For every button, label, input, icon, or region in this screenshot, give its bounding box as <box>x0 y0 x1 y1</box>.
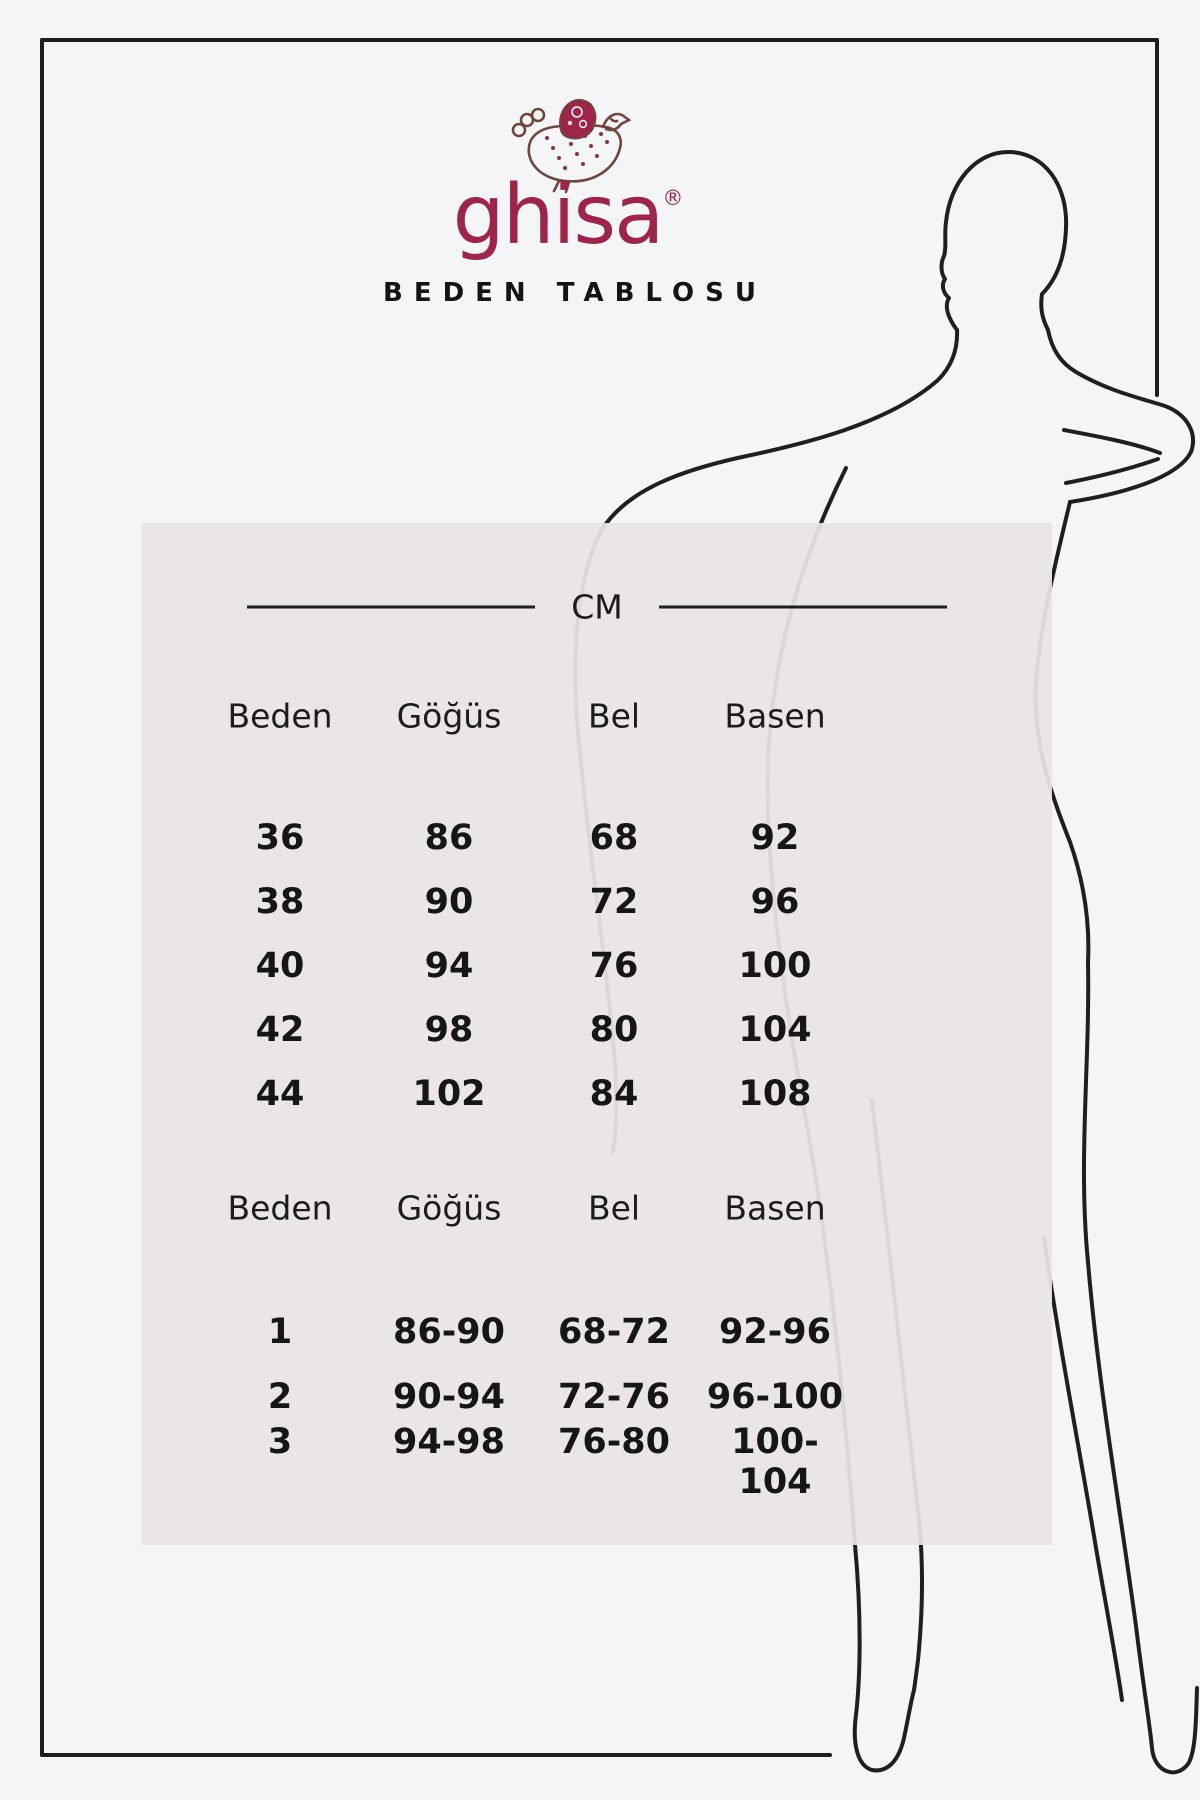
table-row <box>195 946 855 986</box>
column-header-beden: Beden <box>227 696 333 736</box>
table-header-row <box>195 1189 855 1228</box>
cell-bel: 84 <box>589 1074 639 1114</box>
column-header-bel: Bel <box>587 696 641 736</box>
table-header-row <box>195 697 855 736</box>
cell-gogus: 94 <box>424 946 474 986</box>
unit-label: CM <box>571 587 623 627</box>
cell-basen: 92-96 <box>719 1312 831 1352</box>
unit-divider-right <box>659 606 947 609</box>
cell-beden: 38 <box>255 882 305 922</box>
cell-basen: 96 <box>750 882 800 922</box>
cell-bel: 80 <box>589 1010 639 1050</box>
cell-bel: 76 <box>589 946 639 986</box>
cell-beden: 44 <box>255 1074 305 1114</box>
unit-header <box>142 588 1052 627</box>
table-row <box>195 882 855 922</box>
cell-gogus: 86-90 <box>393 1312 505 1352</box>
column-header-basen: Basen <box>724 1188 826 1228</box>
cell-beden: 40 <box>255 946 305 986</box>
cell-basen: 108 <box>738 1074 812 1114</box>
cell-basen: 100-104 <box>731 1422 819 1502</box>
table-row <box>195 1074 855 1114</box>
registered-trademark-symbol: ® <box>662 186 684 210</box>
column-header-gogus: Göğüs <box>396 1188 502 1228</box>
size-chart-panel <box>142 523 1052 1545</box>
cell-beden: 2 <box>267 1377 293 1417</box>
frame-border-top <box>40 38 1159 42</box>
cell-basen: 96-100 <box>706 1377 844 1417</box>
cell-bel: 68 <box>589 818 639 858</box>
column-header-basen: Basen <box>724 696 826 736</box>
cell-beden: 36 <box>255 818 305 858</box>
brand-logotype <box>0 168 1136 263</box>
column-header-beden: Beden <box>227 1188 333 1228</box>
column-header-bel: Bel <box>587 1188 641 1228</box>
frame-border-right <box>1155 38 1159 397</box>
table-row <box>195 1422 855 1502</box>
table-row <box>195 818 855 858</box>
page-title: BEDEN TABLOSU <box>383 278 767 308</box>
cell-gogus: 90 <box>424 882 474 922</box>
cell-gogus: 98 <box>424 1010 474 1050</box>
cell-bel: 72 <box>589 882 639 922</box>
cell-beden: 3 <box>267 1422 293 1462</box>
cell-bel: 76-80 <box>558 1422 670 1462</box>
frame-border-bottom <box>40 1753 832 1757</box>
cell-gogus: 86 <box>424 818 474 858</box>
cell-gogus: 90-94 <box>393 1377 505 1417</box>
cell-basen: 92 <box>750 818 800 858</box>
table-row <box>195 1010 855 1050</box>
cell-gogus: 102 <box>412 1074 486 1114</box>
cell-basen: 104 <box>738 1010 812 1050</box>
cell-beden: 42 <box>255 1010 305 1050</box>
cell-gogus: 94-98 <box>393 1422 505 1462</box>
unit-divider-left <box>247 606 535 609</box>
cell-bel: 68-72 <box>558 1312 670 1352</box>
cell-bel: 72-76 <box>558 1377 670 1417</box>
cell-beden: 1 <box>267 1312 293 1352</box>
table-row <box>195 1377 855 1417</box>
brand-logotype-text: ghisa <box>452 168 663 263</box>
column-header-gogus: Göğüs <box>396 696 502 736</box>
cell-basen: 100 <box>738 946 812 986</box>
table-row <box>195 1312 855 1352</box>
